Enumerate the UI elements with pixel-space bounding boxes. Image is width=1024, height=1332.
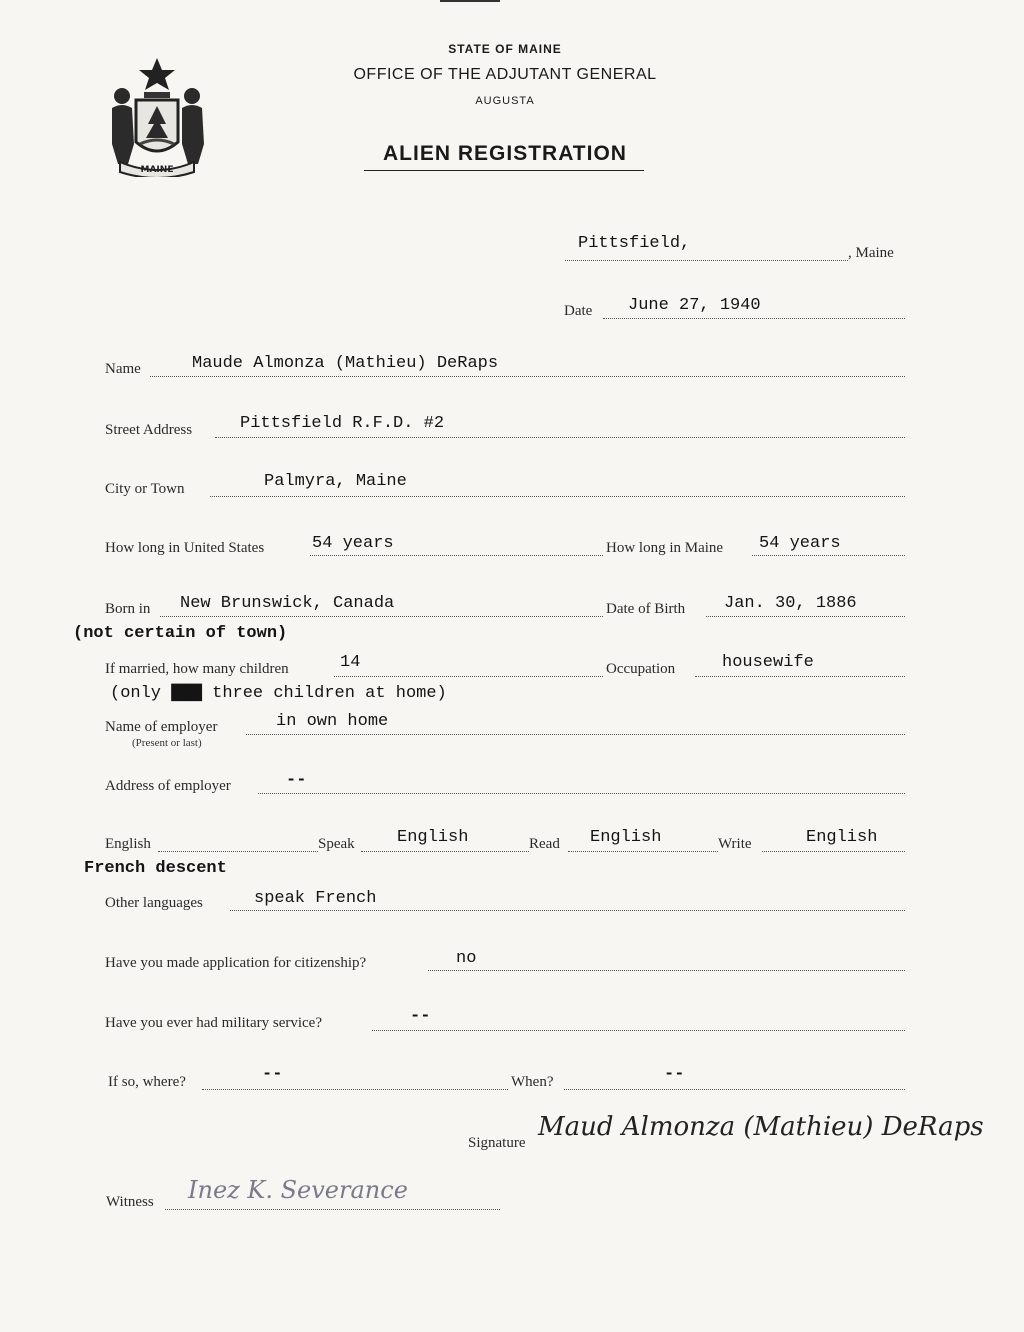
read-line <box>568 851 718 852</box>
born-line <box>160 616 603 617</box>
english-line <box>158 851 318 852</box>
maine-duration-line <box>752 555 905 556</box>
us-duration-label: How long in United States <box>105 540 265 556</box>
witness-value: Inez K. Severance <box>188 1176 408 1204</box>
military-line <box>372 1030 905 1031</box>
form-title: ALIEN REGISTRATION <box>383 142 627 165</box>
when-value: -- <box>664 1065 685 1084</box>
other-languages-label: Other languages <box>105 895 203 911</box>
street-line <box>215 437 905 438</box>
maine-duration-label: How long in Maine <box>606 540 724 556</box>
citizenship-line <box>428 970 905 971</box>
employer-value: in own home <box>276 712 389 731</box>
town-line <box>565 260 848 261</box>
name-value: Maude Almonza (Mathieu) DeRaps <box>192 354 499 373</box>
state-seal-icon <box>100 52 215 177</box>
where-line <box>202 1089 508 1090</box>
write-line <box>762 851 905 852</box>
citizenship-value: no <box>456 949 477 968</box>
signature-label: Signature <box>468 1135 526 1151</box>
where-label: If so, where? <box>108 1074 186 1090</box>
read-value: English <box>590 828 662 847</box>
svg-text:MAINE: MAINE <box>140 165 174 175</box>
header-state: STATE OF MAINE <box>448 42 562 56</box>
born-value: New Brunswick, Canada <box>180 594 395 613</box>
military-value: -- <box>410 1007 431 1026</box>
witness-label: Witness <box>106 1194 154 1210</box>
children-label: If married, how many children <box>105 661 289 677</box>
header-city: AUGUSTA <box>475 95 535 107</box>
children-value: 14 <box>340 653 361 672</box>
other-languages-value: speak French <box>254 889 377 908</box>
city-line <box>210 496 905 497</box>
title-underline <box>364 170 644 171</box>
employer-sublabel: (Present or last) <box>132 737 202 749</box>
employer-line <box>246 734 905 735</box>
occupation-value: housewife <box>722 653 814 672</box>
name-line <box>150 376 905 377</box>
born-label: Born in <box>105 601 151 617</box>
name-label: Name <box>105 361 141 377</box>
employer-address-label: Address of employer <box>105 778 231 794</box>
descent-note: French descent <box>84 859 227 878</box>
employer-address-value: -- <box>286 771 307 790</box>
city-label: City or Town <box>105 481 185 497</box>
city-value: Palmyra, Maine <box>264 472 407 491</box>
employer-address-line <box>258 793 905 794</box>
date-label: Date <box>564 303 593 319</box>
when-line <box>564 1089 905 1090</box>
maine-label: , Maine <box>848 245 894 261</box>
street-value: Pittsfield R.F.D. #2 <box>240 414 445 433</box>
header-office: OFFICE OF THE ADJUTANT GENERAL <box>353 66 657 83</box>
read-label: Read <box>529 836 560 852</box>
signature-value: Maud Almonza (Mathieu) DeRaps <box>538 1112 984 1142</box>
dob-value: Jan. 30, 1886 <box>724 594 857 613</box>
witness-line <box>165 1209 500 1210</box>
top-edge-mark <box>440 0 500 2</box>
occupation-label: Occupation <box>606 661 676 677</box>
speak-label: Speak <box>318 836 355 852</box>
speak-value: English <box>397 828 469 847</box>
dob-line <box>706 616 905 617</box>
us-duration-line <box>310 555 603 556</box>
town-value: Pittsfield, <box>578 234 691 253</box>
occupation-line <box>695 676 905 677</box>
employer-label: Name of employer <box>105 719 218 735</box>
born-note: (not certain of town) <box>73 624 288 643</box>
other-languages-line <box>230 910 905 911</box>
children-note: (only ▇▇▇ three children at home) <box>110 684 447 703</box>
children-line <box>334 676 603 677</box>
date-line <box>603 318 905 319</box>
date-value: June 27, 1940 <box>628 296 761 315</box>
when-label: When? <box>511 1074 554 1090</box>
write-value: English <box>806 828 878 847</box>
speak-line <box>361 851 529 852</box>
dob-label: Date of Birth <box>606 601 686 617</box>
maine-duration-value: 54 years <box>759 534 841 553</box>
english-label: English <box>105 836 151 852</box>
where-value: -- <box>262 1065 283 1084</box>
citizenship-label: Have you made application for citizenship? <box>105 955 367 971</box>
us-duration-value: 54 years <box>312 534 394 553</box>
military-label: Have you ever had military service? <box>105 1015 322 1031</box>
street-label: Street Address <box>105 422 193 438</box>
write-label: Write <box>718 836 752 852</box>
